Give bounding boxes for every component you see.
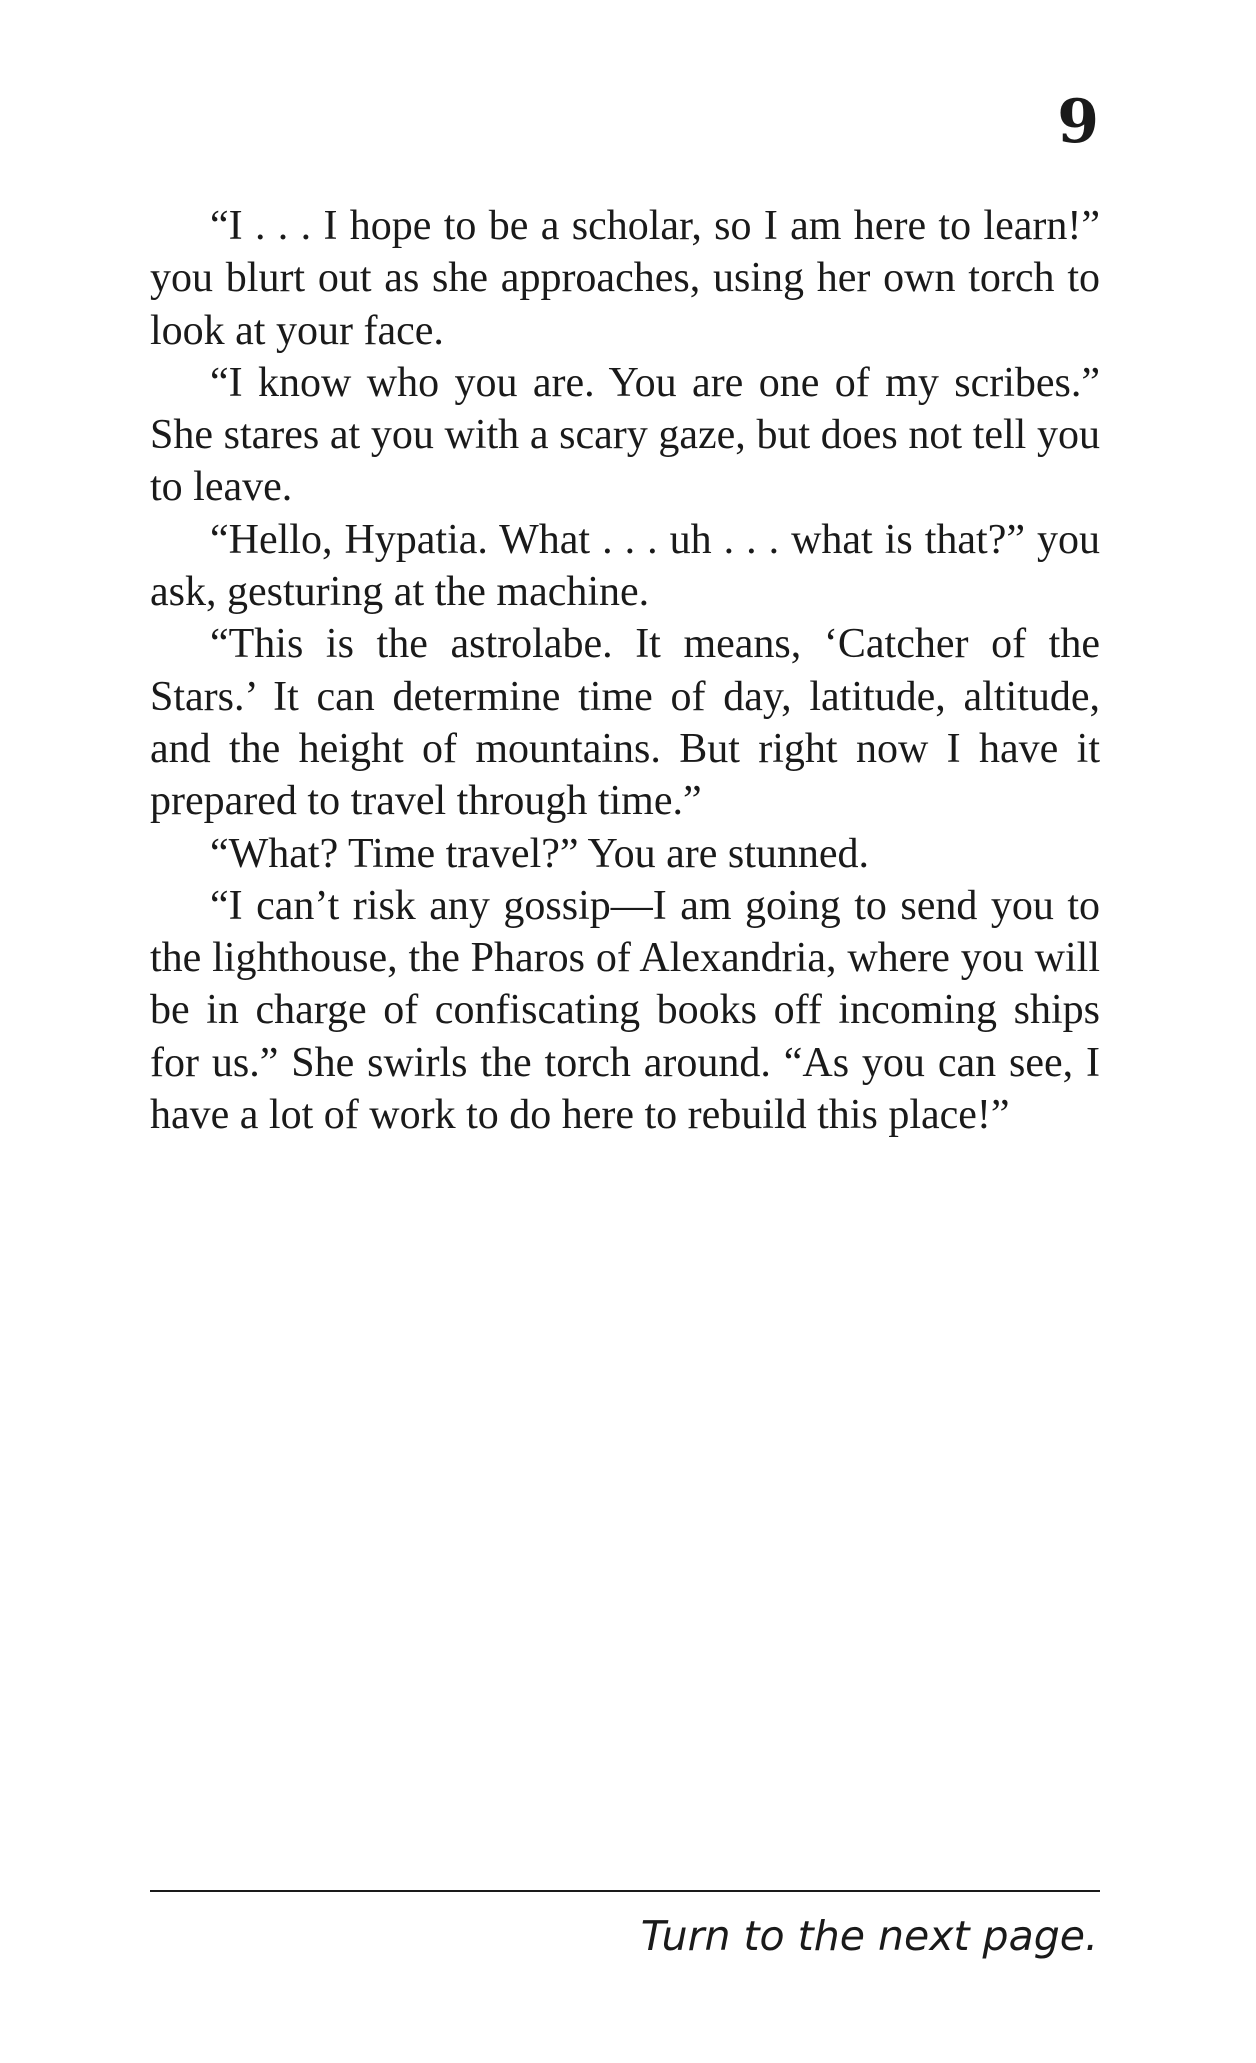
- footer-divider: [150, 1890, 1100, 1892]
- turn-page-instruction: Turn to the next page.: [640, 1912, 1098, 1960]
- paragraph: “I can’t risk any gossip—I am going to send you to the lighthouse, the Pharos of Alexandria, where you will be in charge of confiscating books off incoming ships for us.” She swirls the torch around. “As you can see, I have a lot of work to do here to rebuild this place!”: [150, 882, 1100, 1139]
- paragraph: “Hello, Hypatia. What . . . uh . . . what is that?” you ask, gesturing at the machine.: [150, 516, 1100, 616]
- paragraph: “I . . . I hope to be a scholar, so I am here to learn!” you blurt out as she approaches, using her own torch to look at your face.: [150, 203, 1100, 354]
- paragraph: “This is the astrolabe. It means, ‘Catcher of the Stars.’ It can determine time of day, latitude, altitude, and the height of mountains. But right now I have it prepared to travel through time.”: [150, 621, 1100, 825]
- paragraph: “What? Time travel?” You are stunned.: [210, 830, 870, 877]
- story-text: [150, 200, 1100, 1141]
- page-number: 9: [1057, 87, 1099, 157]
- paragraph: “I know who you are. You are one of my scribes.” She stares at you with a scary gaze, but does not tell you to leave.: [150, 359, 1100, 511]
